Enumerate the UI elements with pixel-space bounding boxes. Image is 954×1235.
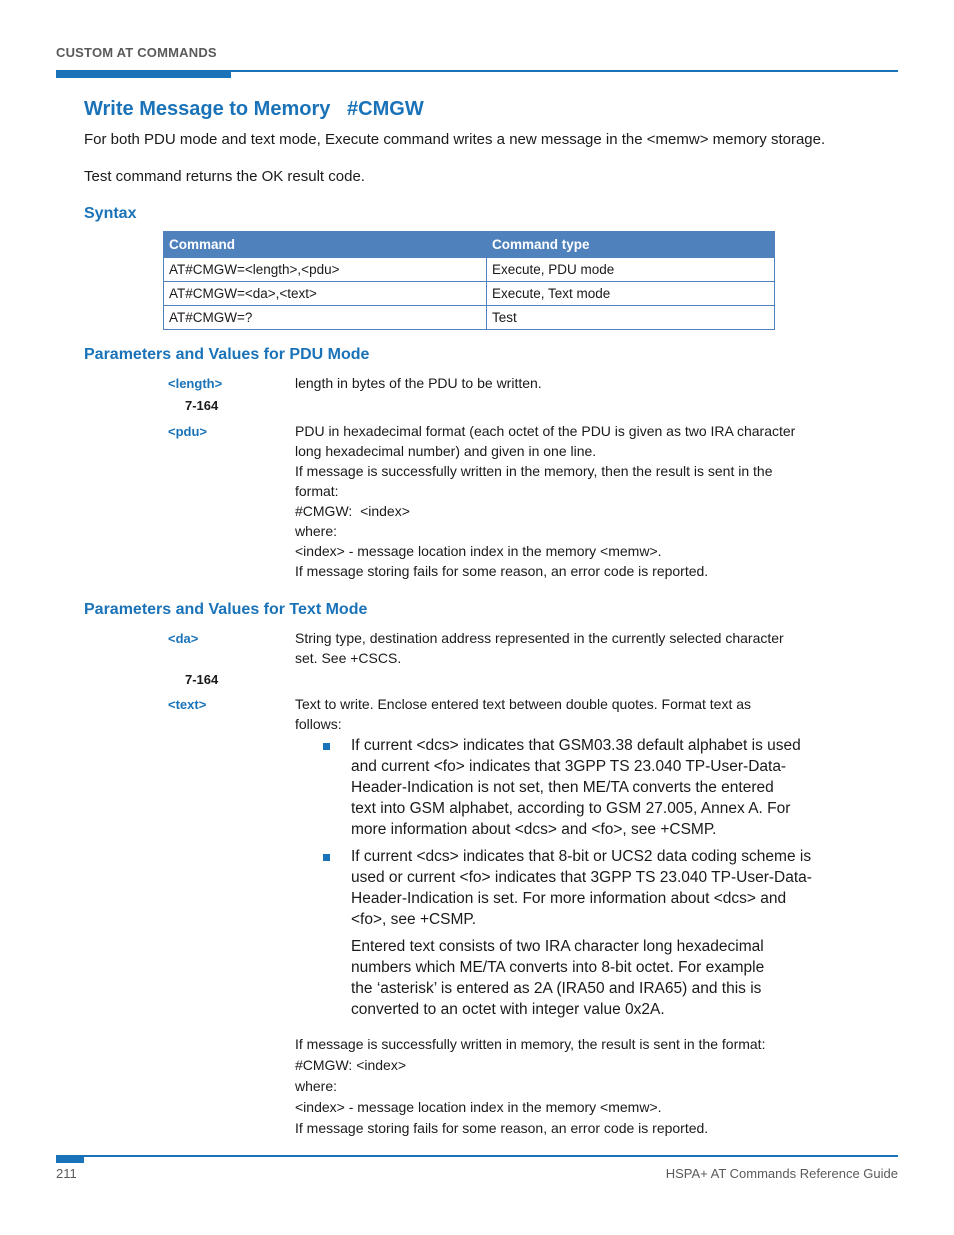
bullet-line: the ‘asterisk’ is entered as 2A (IRA50 and IRA65) and this is [351, 980, 762, 997]
pdu-mode-heading: Parameters and Values for PDU Mode [84, 346, 370, 363]
footer-rule [56, 1155, 898, 1157]
desc-line: follows: [295, 716, 342, 732]
param-name-length: <length> [168, 376, 223, 391]
format-bullet-list [323, 735, 818, 1020]
bullet-line: numbers which ME/TA converts into 8-bit octet. For example [351, 959, 765, 976]
desc-line: <index> - message location index in the memory <memw>. [295, 1099, 662, 1115]
table-cell: Test [487, 306, 775, 330]
desc-line: If message storing fails for some reason, an error code is reported. [295, 563, 709, 579]
page-title: Write Message to Memory #CMGW [84, 98, 424, 120]
intro-paragraph-2: Test command returns the OK result code. [84, 168, 365, 185]
param-desc-pdu [295, 421, 815, 581]
param-name-da: <da> [168, 631, 199, 646]
param-desc-length: length in bytes of the PDU to be written. [295, 375, 542, 391]
table-row [164, 306, 775, 330]
bullet-line: Header-Indication is not set, then ME/TA converts the entered [351, 779, 774, 796]
column-header-command: Command [164, 232, 487, 258]
bullet-line: If current <dcs> indicates that 8-bit or UCS2 data coding scheme is [351, 848, 812, 865]
footer-accent-block [56, 1155, 84, 1163]
desc-line: If message storing fails for some reason, an error code is reported. [295, 1120, 709, 1136]
bullet-line: Header-Indication is set. For more information about <dcs> and [351, 890, 787, 907]
param-value-da: 7-164 [185, 672, 219, 687]
desc-line: <index> - message location index in the memory <memw>. [295, 543, 662, 559]
text-mode-heading: Parameters and Values for Text Mode [84, 601, 368, 618]
square-bullet-icon [323, 854, 330, 861]
table-cell: Execute, PDU mode [487, 258, 775, 282]
bullet-line: used or current <fo> indicates that 3GPP TS 23.040 TP-User-Data- [351, 869, 812, 886]
text-result-description [295, 1034, 815, 1139]
header-accent-block [56, 70, 231, 78]
table-cell: AT#CMGW=<da>,<text> [164, 282, 487, 306]
desc-line: where: [295, 523, 338, 539]
page-number: 211 [56, 1166, 77, 1181]
bullet-line: more information about <dcs> and <fo>, see +CSMP. [351, 821, 717, 838]
bullet-line: and current <fo> indicates that 3GPP TS 23.040 TP-User-Data- [351, 758, 787, 775]
desc-line: PDU in hexadecimal format (each octet of the PDU is given as two IRA character [295, 423, 796, 439]
desc-line: If message is successfully written in the memory, then the result is sent in the [295, 463, 773, 479]
desc-line: where: [295, 1078, 338, 1094]
table-cell: AT#CMGW=? [164, 306, 487, 330]
desc-line: format: [295, 483, 339, 499]
bullet-line: converted to an octet with integer value 0x2A. [351, 1001, 665, 1018]
table-cell: Execute, Text mode [487, 282, 775, 306]
desc-line: String type, destination address represented in the currently selected character [295, 630, 784, 646]
intro-paragraph-1: For both PDU mode and text mode, Execute command writes a new message in the <memw> memory storage. [84, 131, 826, 148]
table-row [164, 282, 775, 306]
desc-line: Text to write. Enclose entered text between double quotes. Format text as [295, 696, 752, 712]
param-name-pdu: <pdu> [168, 424, 208, 439]
bullet-line: Entered text consists of two IRA character long hexadecimal [351, 938, 764, 955]
param-desc-text [295, 694, 815, 734]
bullet-line: If current <dcs> indicates that GSM03.38 default alphabet is used [351, 737, 801, 754]
desc-line: #CMGW: <index> [295, 1057, 407, 1073]
bullet-line: <fo>, see +CSMP. [351, 911, 477, 928]
param-name-text: <text> [168, 697, 207, 712]
table-header-row [164, 232, 775, 258]
list-item [323, 846, 818, 930]
square-bullet-icon [323, 743, 330, 750]
table-row [164, 258, 775, 282]
column-header-command-type: Command type [487, 232, 775, 258]
syntax-heading: Syntax [84, 205, 137, 222]
bullet-line: text into GSM alphabet, according to GSM 27.005, Annex A. For [351, 800, 791, 817]
table-cell: AT#CMGW=<length>,<pdu> [164, 258, 487, 282]
param-value-length: 7-164 [185, 398, 219, 413]
desc-line: set. See +CSCS. [295, 650, 402, 666]
footer-doc-title: HSPA+ AT Commands Reference Guide [665, 1166, 898, 1181]
bullet-continuation [323, 936, 818, 1020]
desc-line: #CMGW: <index> [295, 503, 410, 519]
running-header: CUSTOM AT COMMANDS [56, 45, 217, 60]
syntax-table [163, 231, 775, 330]
desc-line: long hexadecimal number) and given in one line. [295, 443, 597, 459]
param-desc-da [295, 628, 815, 668]
list-item [323, 735, 818, 840]
desc-line: If message is successfully written in memory, the result is sent in the format: [295, 1036, 766, 1052]
